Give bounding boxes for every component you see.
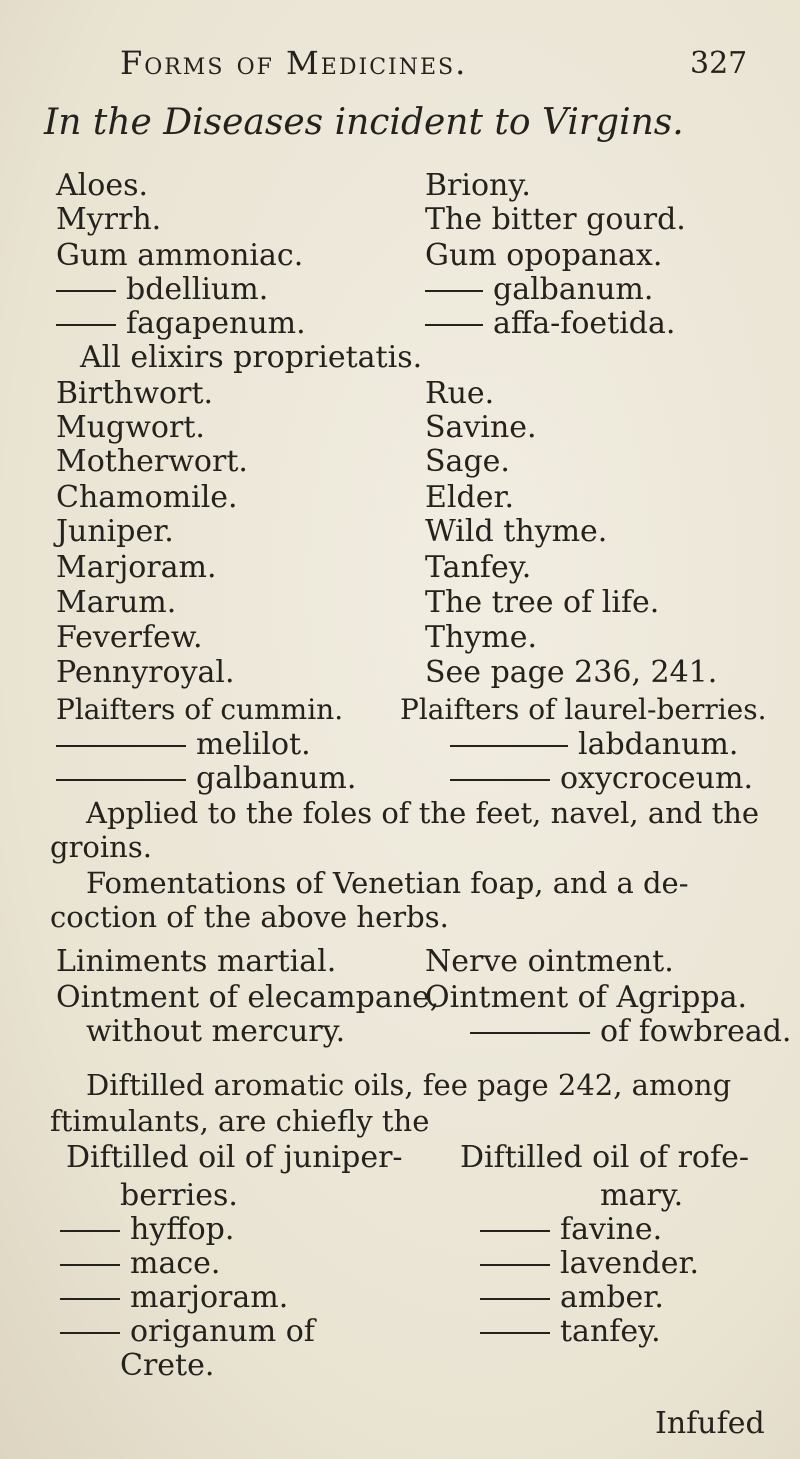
entry-text: galbanum. (196, 761, 357, 796)
text-line (60, 1280, 288, 1315)
page-number: 327 (690, 46, 748, 81)
text-line: Thyme. (425, 620, 538, 655)
text-line: Savine. (425, 410, 537, 445)
text-line: Marjoram. (56, 550, 217, 585)
text-line: Fomentations of Venetian foap, and a de- (86, 866, 689, 900)
text-line (480, 1280, 664, 1315)
text-line (60, 1212, 234, 1247)
ditto-rule (56, 745, 186, 747)
ditto-rule (60, 1332, 120, 1334)
text-line: coction of the above herbs. (50, 900, 449, 934)
text-line (470, 1014, 791, 1049)
entry-text: oxycroceum. (560, 761, 753, 796)
text-line: All elixirs proprietatis. (80, 340, 423, 375)
ditto-rule (56, 290, 116, 292)
text-line: Elder. (425, 480, 515, 515)
text-line: Motherwort. (56, 444, 248, 479)
text-line: Sage. (425, 444, 510, 479)
text-line: Gum ammoniac. (56, 238, 304, 273)
text-line: Feverfew. (56, 620, 203, 655)
ditto-rule (60, 1230, 120, 1232)
text-line: Marum. (56, 585, 177, 620)
ditto-rule (480, 1264, 550, 1266)
text-line: Plaifters of cummin. (56, 693, 344, 726)
text-line (480, 1212, 662, 1247)
text-line: Mugwort. (56, 410, 205, 445)
ditto-rule (425, 324, 483, 326)
entry-text: origanum of (130, 1314, 315, 1349)
text-line: Liniments martial. (56, 944, 337, 979)
text-line: The tree of life. (425, 585, 660, 620)
text-line: Aloes. (56, 168, 149, 203)
entry-text: hyffop. (130, 1212, 235, 1247)
ditto-rule (56, 779, 186, 781)
catchword: Infufed (655, 1406, 765, 1441)
ditto-rule (480, 1298, 550, 1300)
entry-text: favine. (560, 1212, 663, 1247)
entry-text: marjoram. (130, 1280, 289, 1315)
text-line (425, 272, 653, 307)
text-line (450, 727, 738, 762)
text-line (60, 1246, 220, 1281)
entry-text: lavender. (560, 1246, 700, 1281)
text-line (480, 1246, 699, 1281)
text-line (56, 727, 311, 762)
text-line: Tanfey. (425, 550, 532, 585)
text-line (480, 1314, 661, 1349)
entry-text: mace. (130, 1246, 221, 1281)
text-line: Juniper. (56, 514, 174, 549)
ditto-rule (470, 1032, 590, 1034)
text-line: See page 236, 241. (425, 655, 718, 690)
text-line: ftimulants, are chiefly the (50, 1104, 430, 1138)
ditto-rule (450, 779, 550, 781)
text-line: The bitter gourd. (425, 202, 686, 237)
text-line: Applied to the foles of the feet, navel, and the (86, 796, 760, 830)
text-line: Diftilled oil of rofe- (460, 1140, 749, 1175)
text-line (450, 761, 753, 796)
text-line (56, 306, 306, 341)
text-line: Myrrh. (56, 202, 162, 237)
ditto-rule (480, 1332, 550, 1334)
text-line: groins. (50, 830, 152, 864)
text-line: mary. (600, 1178, 684, 1213)
text-line: Gum opopanax. (425, 238, 663, 273)
text-line: Pennyroyal. (56, 655, 235, 690)
text-line: berries. (120, 1178, 238, 1213)
text-line: Ointment of Agrippa. (425, 980, 748, 1015)
text-line: Chamomile. (56, 480, 238, 515)
entry-text: melilot. (196, 727, 311, 762)
section-subtitle: In the Diseases incident to Virgins. (44, 102, 684, 143)
text-line (56, 272, 268, 307)
ditto-rule (480, 1230, 550, 1232)
text-line: Birthwort. (56, 376, 214, 411)
text-line: Nerve ointment. (425, 944, 674, 979)
text-line: Diftilled oil of juniper- (66, 1140, 403, 1175)
running-title: Forms of Medicines. (120, 44, 468, 82)
entry-text: fagapenum. (126, 306, 306, 341)
text-line: Diftilled aromatic oils, fee page 242, among (86, 1068, 732, 1102)
text-line: Rue. (425, 376, 495, 411)
ditto-rule (60, 1298, 120, 1300)
text-line: without mercury. (86, 1014, 346, 1049)
entry-text: amber. (560, 1280, 664, 1315)
entry-text: tanfey. (560, 1314, 661, 1349)
ditto-rule (56, 324, 116, 326)
entry-text: galbanum. (493, 272, 654, 307)
entry-text: bdellium. (126, 272, 269, 307)
entry-text: affa-foetida. (493, 306, 676, 341)
entry-text: labdanum. (578, 727, 739, 762)
text-line: Ointment of elecampane, (56, 980, 440, 1015)
ditto-rule (60, 1264, 120, 1266)
text-line (56, 761, 356, 796)
text-line: Briony. (425, 168, 531, 203)
ditto-rule (425, 290, 483, 292)
ditto-rule (450, 745, 568, 747)
text-line (425, 306, 675, 341)
entry-text: of fowbread. (600, 1014, 792, 1049)
text-line: Crete. (120, 1348, 215, 1383)
text-line (60, 1314, 315, 1349)
text-line: Wild thyme. (425, 514, 608, 549)
text-line: Plaifters of laurel-berries. (400, 693, 767, 726)
